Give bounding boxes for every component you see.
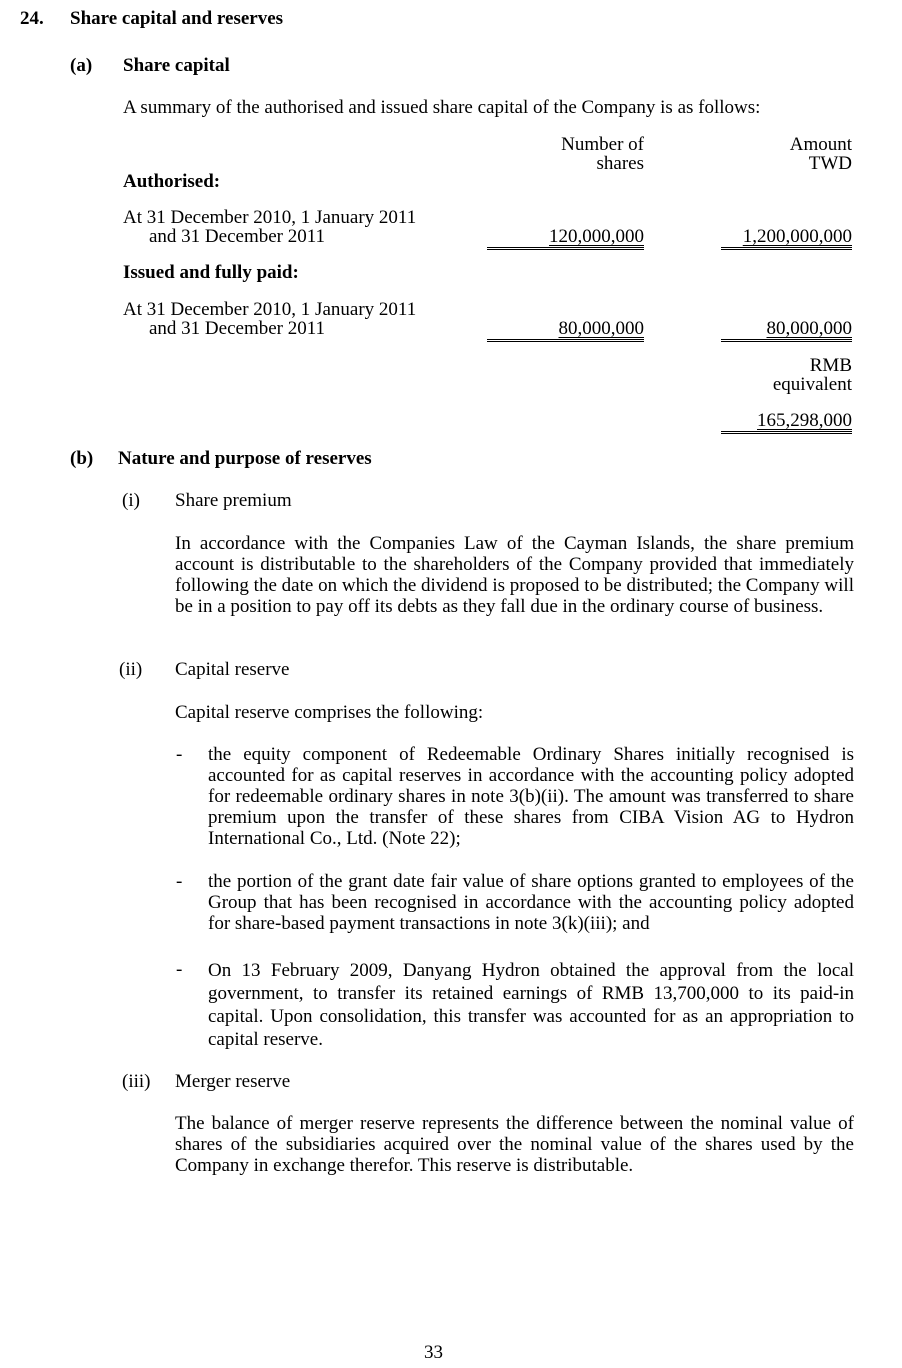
- issued-row-label-2: and 31 December 2011: [149, 318, 326, 339]
- authorised-row-label-2: and 31 December 2011: [149, 226, 326, 247]
- issued-shares-value: [487, 318, 644, 342]
- part-a-label: (a): [70, 55, 93, 76]
- col-header-shares-1: Number of: [561, 134, 644, 155]
- bullet-dash-1: -: [176, 744, 183, 765]
- authorised-row-label-1: At 31 December 2010, 1 January 2011: [123, 207, 417, 228]
- authorised-heading: Authorised:: [123, 171, 221, 192]
- issued-row-label-1: At 31 December 2010, 1 January 2011: [123, 299, 417, 320]
- rmb-label-1: RMB: [809, 355, 852, 376]
- bullet-dash-3: -: [176, 959, 183, 980]
- authorised-shares-value: [487, 226, 644, 250]
- page-number: 33: [424, 1342, 443, 1363]
- issued-amount-text: 80,000,000: [766, 318, 852, 339]
- authorised-amount-value: [721, 226, 852, 250]
- item-iii-paragraph: The balance of merger reserve represents the difference between the nominal value of shares of the subsidiaries acquired over the nominal value of the shares used by the Company in exchange therefor. This reserve is distributable.: [175, 1113, 854, 1176]
- issued-amount-value: [721, 318, 852, 342]
- bullet-item-2: the portion of the grant date fair value of share options granted to employees of the Group that has been recognised in accordance with the accounting policy adopted for share-based payment transactions in note 3(k)(iii); and: [208, 871, 854, 934]
- item-i-paragraph: In accordance with the Companies Law of the Cayman Islands, the share premium account is distributable to the shareholders of the Company provided that immediately following the date on which the dividend is proposed to be distributed; the Company will be in a position to pay off its debts as they fall due in the ordinary course of business.: [175, 533, 854, 617]
- rmb-value: [721, 410, 852, 434]
- section-title: Share capital and reserves: [70, 8, 284, 29]
- part-a-title: Share capital: [123, 55, 230, 76]
- part-a-intro: A summary of the authorised and issued share capital of the Company is as follows:: [123, 97, 761, 118]
- col-header-shares-2: shares: [596, 153, 644, 174]
- col-header-amount-2: TWD: [808, 153, 852, 174]
- authorised-amount-text: 1,200,000,000: [742, 226, 852, 247]
- item-iii-number: (iii): [122, 1071, 151, 1092]
- item-ii-intro: Capital reserve comprises the following:: [175, 702, 484, 723]
- item-i-number: (i): [122, 490, 140, 511]
- bullet-dash-2: -: [176, 871, 183, 892]
- rmb-label-2: equivalent: [772, 374, 852, 395]
- item-ii-title: Capital reserve: [175, 659, 290, 680]
- col-header-amount-1: Amount: [789, 134, 852, 155]
- item-i-title: Share premium: [175, 490, 292, 511]
- authorised-shares-text: 120,000,000: [549, 226, 644, 247]
- item-iii-title: Merger reserve: [175, 1071, 291, 1092]
- item-ii-number: (ii): [119, 659, 143, 680]
- issued-heading: Issued and fully paid:: [123, 262, 299, 283]
- issued-shares-text: 80,000,000: [558, 318, 644, 339]
- rmb-value-text: 165,298,000: [757, 410, 852, 431]
- section-number: 24.: [20, 8, 44, 29]
- part-b-title: Nature and purpose of reserves: [118, 448, 372, 469]
- bullet-item-3: On 13 February 2009, Danyang Hydron obtained the approval from the local government, to transfer its retained earnings of RMB 13,700,000 to its paid-in capital. Upon consolidation, this transfer was accounted for as an appropriation to capital reserve.: [208, 960, 854, 1050]
- part-b-label: (b): [70, 448, 94, 469]
- bullet-item-1: the equity component of Redeemable Ordinary Shares initially recognised is accounted for as capital reserves in accordance with the accounting policy adopted for redeemable ordinary shares in note 3(b)(ii). The amount was transferred to share premium upon the transfer of these shares from CIBA Vision AG to Hydron International Co., Ltd. (Note 22);: [208, 744, 854, 849]
